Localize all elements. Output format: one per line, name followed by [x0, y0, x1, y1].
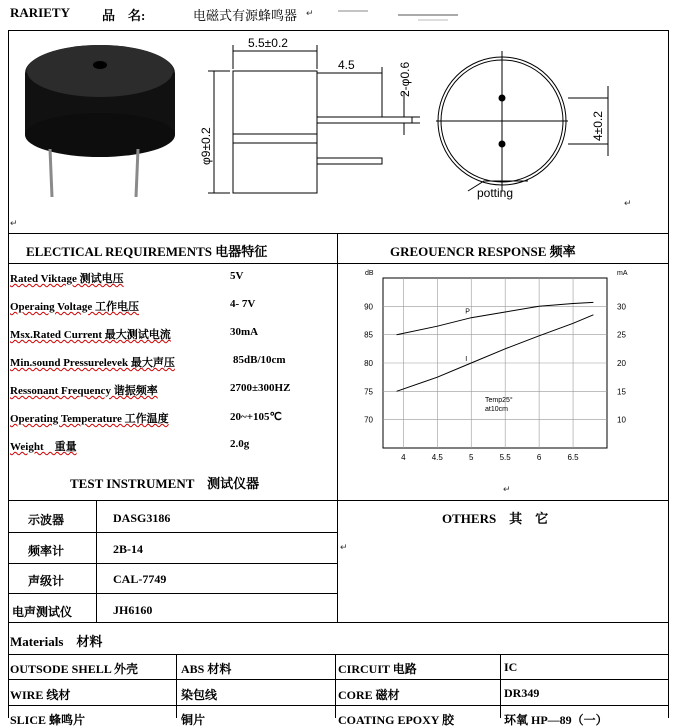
y-right-tick-label: 25 [617, 330, 626, 340]
y-right-tick-label: 10 [617, 415, 626, 425]
electrical-row-value: 85dB/10cm [233, 354, 286, 366]
series-line-i [397, 315, 594, 392]
materials-cell: ABS 材料 [181, 662, 232, 676]
materials-cell: OUTSODE SHELL 外壳 [10, 662, 139, 676]
middle-divider [337, 233, 338, 623]
electrical-row-label: Weight 重量 [10, 441, 77, 453]
dim-pin-span: 4±0.2 [591, 111, 605, 141]
x-tick-label: 5 [469, 453, 474, 462]
dim-pin-dia: 2-φ0.6 [398, 61, 412, 97]
para-mark: ↵ [503, 484, 511, 494]
electrical-row-value: 20~+105℃ [230, 411, 282, 423]
materials-cell: SLICE 蜂鸣片 [10, 713, 86, 727]
electrical-row-value: 2700±300HZ [230, 382, 291, 394]
para-mark: ↵ [340, 542, 348, 552]
materials-row2-rule [8, 679, 669, 680]
series-line-p [397, 302, 594, 334]
buzzer-photo [25, 45, 175, 197]
materials-cell: 铜片 [181, 713, 206, 727]
section-title-rule [8, 263, 669, 264]
x-tick-label: 6.5 [567, 453, 579, 462]
instrument-row-label: 声级计 [28, 574, 65, 588]
electrical-row-value: 2.0g [230, 438, 250, 450]
electrical-row-value: 30mA [230, 326, 259, 338]
y-left-tick-label: 75 [364, 387, 373, 397]
x-tick-label: 4.5 [431, 453, 443, 462]
variety-label: RARIETY [10, 5, 70, 20]
y-right-tick-label: 15 [617, 387, 626, 397]
instrument-row-rule-3 [8, 593, 337, 594]
instrument-row-label: 电声测试仪 [12, 604, 73, 619]
drawing-rule [8, 233, 669, 234]
y-left-tick-label: 70 [364, 415, 373, 425]
dim-diameter: φ9±0.2 [199, 127, 213, 165]
potting-label: potting [477, 186, 514, 200]
materials-title: Materials 材料 [10, 634, 103, 649]
materials-cell: 环氧 HP—89（一） [504, 713, 608, 727]
para-mark: ↵ [306, 8, 314, 18]
electrical-row-value: 4- 7V [230, 298, 256, 310]
materials-col3-rule [500, 654, 501, 718]
electrical-row-value: 5V [230, 270, 244, 282]
materials-rule [8, 622, 669, 623]
electrical-row-label: Operating Temperature 工作温度 [10, 413, 169, 425]
electrical-row-label: Ressonant Frequency 谐振频率 [10, 385, 158, 397]
materials-cell: IC [504, 660, 518, 674]
frame-right [668, 30, 669, 718]
instrument-rule [8, 500, 669, 501]
name-label: 品 名: [102, 8, 146, 23]
instrument-row-value: DASG3186 [113, 511, 171, 525]
materials-cell: DR349 [504, 685, 540, 700]
instrument-row-value: CAL-7749 [113, 572, 167, 586]
others-title: OTHERS 其 它 [442, 511, 549, 526]
y-left-unit: dB [365, 270, 374, 277]
materials-col2-rule [335, 654, 336, 718]
series-label: I [465, 356, 468, 363]
dim-pin-spacing: 4.5 [338, 58, 355, 72]
y-left-tick-label: 90 [364, 302, 373, 312]
y-right-tick-label: 30 [617, 302, 626, 312]
para-mark: ↵ [10, 218, 18, 228]
materials-row3-rule [8, 705, 669, 706]
instrument-row-rule-1 [8, 532, 337, 533]
materials-cell: CORE 磁材 [338, 687, 400, 702]
instrument-row-label: 频率计 [28, 543, 65, 558]
instrument-row-value: JH6160 [113, 602, 153, 617]
dim-width: 5.5±0.2 [248, 36, 288, 50]
electrical-row-label: Msx.Rated Current 最大测试电流 [10, 329, 171, 341]
header-scribble [338, 8, 458, 22]
top-view [436, 51, 608, 191]
y-left-tick-label: 80 [364, 359, 373, 368]
chart-annotation: Temp25° [485, 397, 513, 404]
product-name: 电磁式有源蜂鸣器 [193, 8, 298, 23]
frequency-response-chart [345, 266, 665, 466]
instrument-row-value: 2B-14 [113, 541, 143, 556]
electrical-row-label: Rated Viktage 测试电压 [10, 273, 124, 285]
instrument-title: TEST INSTRUMENT 测试仪器 [70, 476, 260, 491]
y-left-tick-label: 85 [364, 330, 373, 340]
electrical-row-label: Operaing Voltage 工作电压 [10, 301, 139, 313]
x-tick-label: 6 [536, 453, 542, 462]
instrument-col-rule [96, 500, 97, 622]
materials-col1-rule [176, 654, 177, 718]
x-tick-label: 5.5 [499, 453, 511, 462]
materials-cell: CIRCUIT 电路 [338, 662, 417, 676]
product-drawing [8, 31, 668, 233]
instrument-row-label: 示波器 [28, 513, 65, 527]
x-tick-label: 4 [401, 453, 406, 462]
para-mark: ↵ [624, 198, 632, 208]
materials-cell: WIRE 线材 [10, 687, 71, 702]
y-right-unit: mA [617, 270, 628, 277]
series-label: P [465, 308, 470, 316]
y-right-tick-label: 20 [617, 359, 626, 368]
materials-cell: 染包线 [181, 687, 218, 702]
chart-annotation: at10cm [485, 406, 508, 413]
materials-row1-rule [8, 654, 669, 655]
electrical-title: ELECTICAL REQUIREMENTS 电器特征 [26, 244, 268, 259]
side-view [208, 45, 420, 193]
frequency-title: GREOUENCR RESPONSE 频率 [390, 244, 576, 259]
electrical-row-label: Min.sound Pressurelevek 最大声压 [10, 357, 175, 369]
instrument-row-rule-2 [8, 563, 337, 564]
materials-cell: COATING EPOXY 胶 [338, 713, 455, 727]
